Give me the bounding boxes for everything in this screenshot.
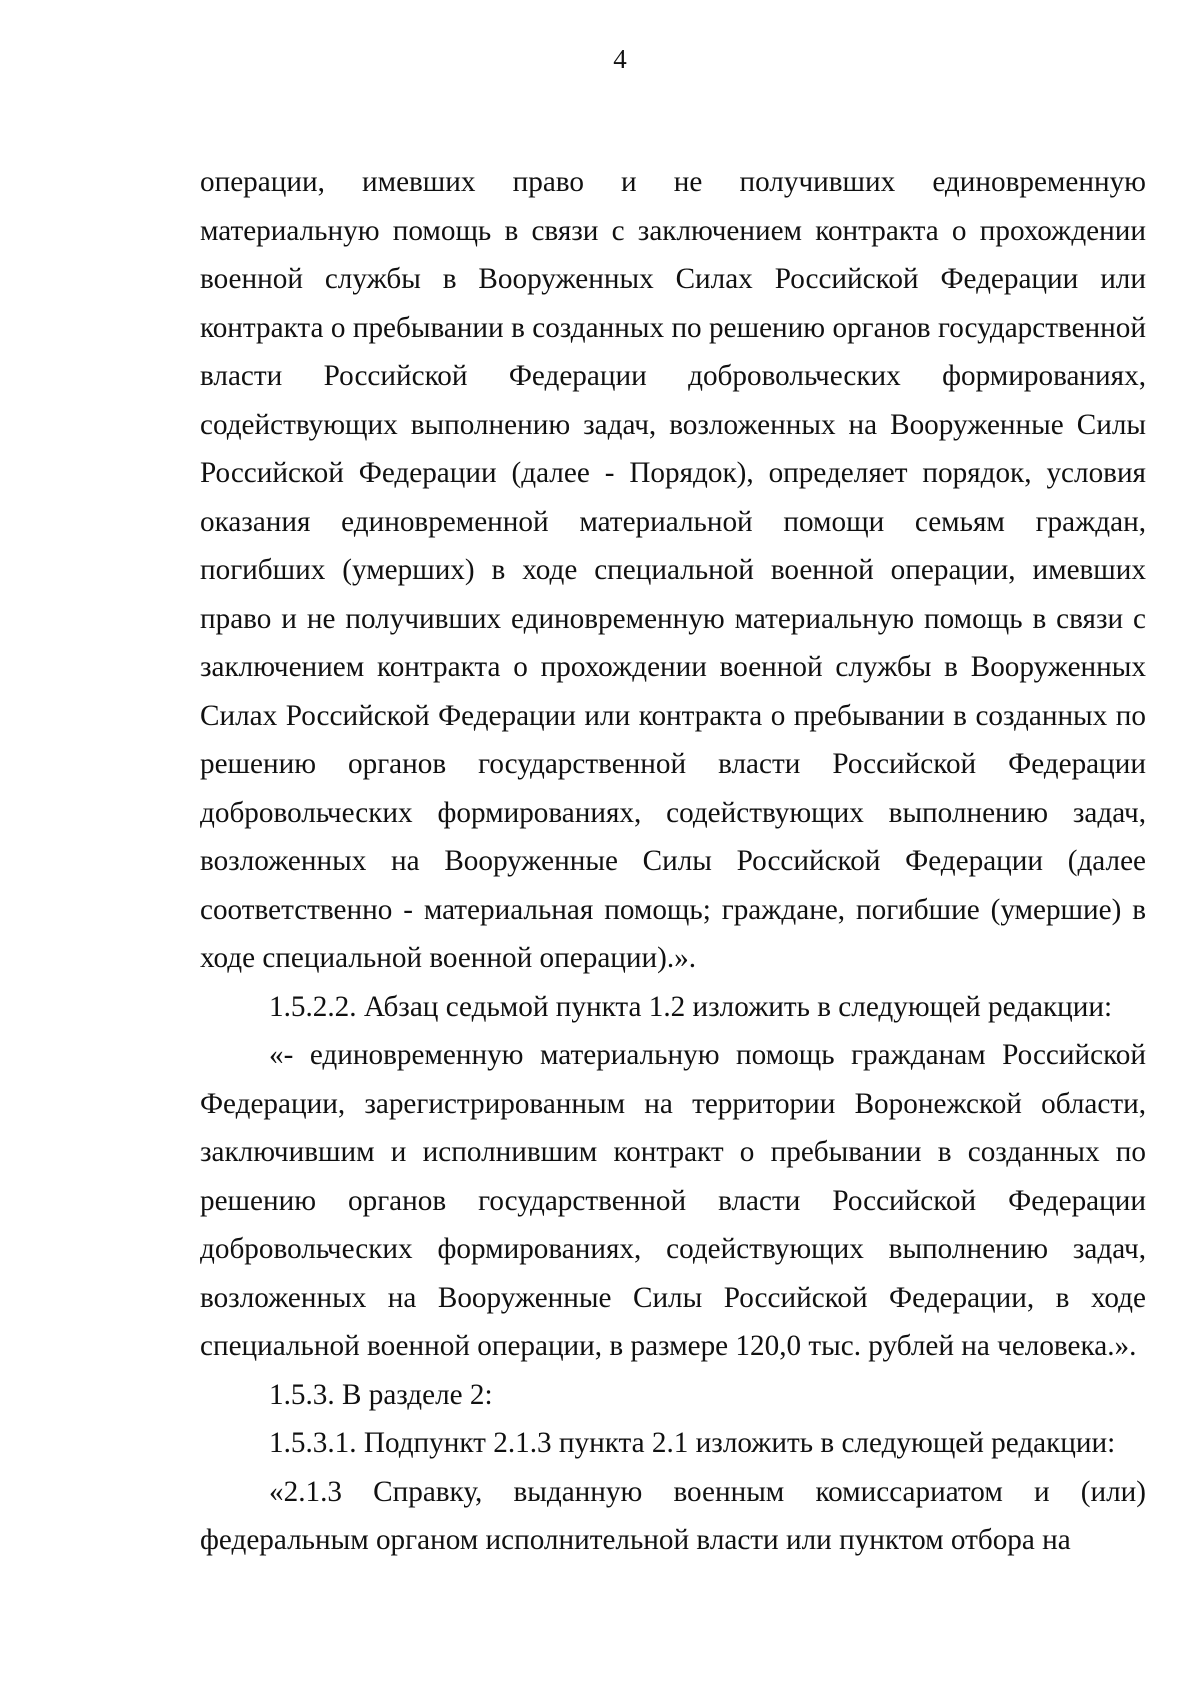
paragraph-quoted-amendment: «- единовременную материальную помощь гражданам Российской Федерации, зарегистрированным на территории Воронежской области, заключившим и исполнившим контракт о пребывании в созданных по решению органов государственной власти Российской Федерации добровольческих формированиях, содействующих выполнению задач, возложенных на Вооруженные Силы Российской Федерации, в ходе специальной военной операции, в размере 120,0 тыс. рублей на человека.». — [200, 1039, 1146, 1362]
paragraph-2-1-3: «2.1.3 Справку, выданную военным комиссариатом и (или) федеральным органом исполнительной власти или пунктом отбора на — [200, 1475, 1146, 1556]
paragraph-1-5-3: 1.5.3. В разделе 2: — [269, 1378, 493, 1411]
page-number: 4 — [613, 44, 627, 74]
paragraph-1-5-3-1: 1.5.3.1. Подпункт 2.1.3 пункта 2.1 изложить в следующей редакции: — [269, 1427, 1116, 1459]
document-body — [200, 158, 1146, 1565]
paragraph-continuation: операции, имевших право и не получивших единовременную материальную помощь в связи с заключением контракта о прохождении военной службы в Вооруженных Силах Российской Федерации или контракта о пребывании в созданных по решению органов государственной власти Российской Федерации добровольческих формированиях, содействующих выполнению задач, возложенных на Вооруженные Силы Российской Федерации (далее - Порядок), определяет порядок, условия оказания единовременной материальной помощи семьям граждан, погибших (умерших) в ходе специальной военной операции, имевших право и не получивших единовременную материальную помощь в связи с заключением контракта о прохождении военной службы в Вооруженных Силах Российской Федерации или контракта о пребывании в созданных по решению органов государственной власти Российской Федерации добровольческих формированиях, содействующих выполнению задач, возложенных на Вооруженные Силы Российской Федерации (далее соответственно - материальная помощь; граждане, погибшие (умершие) в ходе специальной военной операции).». — [200, 166, 1146, 974]
paragraph-1-5-2-2: 1.5.2.2. Абзац седьмой пункта 1.2 изложить в следующей редакции: — [269, 990, 1113, 1023]
